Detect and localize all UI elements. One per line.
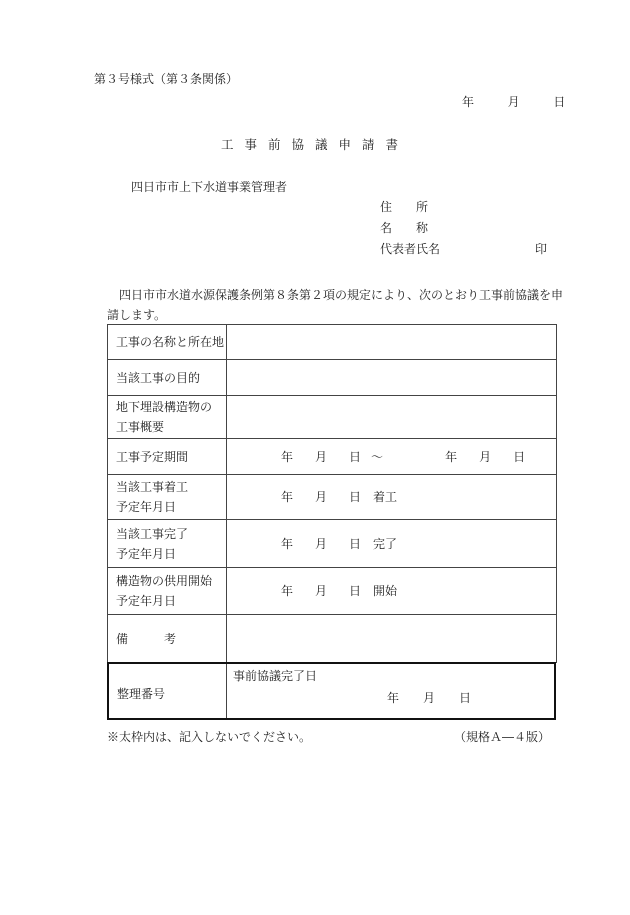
period-separator: ～ xyxy=(371,449,384,464)
form-number: 第３号様式（第３条関係） xyxy=(94,72,239,86)
addressee: 四日市市上下水道事業管理者 xyxy=(131,180,288,194)
row-label-project-name: 工事の名称と所在地 xyxy=(108,325,227,360)
consultation-completion-label: 事前協議完了日 xyxy=(233,669,318,683)
row-label-start-date: 当該工事着工 予定年月日 xyxy=(108,475,227,520)
row-label-purpose: 当該工事の目的 xyxy=(108,360,227,396)
table-row xyxy=(108,475,557,520)
project-name-field[interactable] xyxy=(227,325,557,360)
row-label-underground-structure: 地下埋設構造物の 工事概要 xyxy=(108,396,227,439)
table-row xyxy=(108,520,557,568)
date-year-label: 年 xyxy=(462,95,475,109)
document-title: 工事前協議申請書 xyxy=(220,137,409,152)
footnote: ※太枠内は、記入しないでください。 xyxy=(107,730,312,744)
table-row xyxy=(108,360,557,396)
registration-number-label: 整理番号 xyxy=(117,687,166,701)
underground-structure-field[interactable] xyxy=(227,396,557,439)
service-start-date-field[interactable]: 年 月 日 開始 xyxy=(227,568,557,615)
table-row xyxy=(108,325,557,360)
paper-size-note: （規格Ａ―４版） xyxy=(454,730,551,744)
purpose-field[interactable] xyxy=(227,360,557,396)
start-date-field[interactable]: 年 月 日 着工 xyxy=(227,475,557,520)
application-date xyxy=(462,93,565,110)
seal-mark: 印 xyxy=(535,242,548,256)
consultation-completion-date: 年 月 日 xyxy=(387,691,472,705)
date-month-label: 月 xyxy=(507,95,520,109)
period-field[interactable]: 年 月 日 ～ 年 月 日 xyxy=(227,439,557,475)
registration-divider xyxy=(226,664,227,718)
table-row xyxy=(108,568,557,615)
application-table xyxy=(107,324,557,663)
table-row xyxy=(108,396,557,439)
registration-box xyxy=(107,662,556,720)
remarks-field[interactable] xyxy=(227,615,557,663)
applicant-address-label: 住 所 xyxy=(380,200,429,214)
row-label-service-start-date: 構造物の供用開始 予定年月日 xyxy=(108,568,227,615)
applicant-representative-label: 代表者氏名 xyxy=(380,242,441,256)
row-label-completion-date: 当該工事完了 予定年月日 xyxy=(108,520,227,568)
completion-date-field[interactable]: 年 月 日 完了 xyxy=(227,520,557,568)
table-row xyxy=(108,439,557,475)
applicant-name-label: 名 称 xyxy=(380,221,429,235)
application-statement: 四日市市水道水源保護条例第８条第２項の規定により、次のとおり工事前協議を申請します。 xyxy=(107,288,564,322)
row-label-period: 工事予定期間 xyxy=(108,439,227,475)
date-day-label: 日 xyxy=(553,95,566,109)
row-label-remarks: 備 考 xyxy=(108,615,227,663)
table-row xyxy=(108,615,557,663)
